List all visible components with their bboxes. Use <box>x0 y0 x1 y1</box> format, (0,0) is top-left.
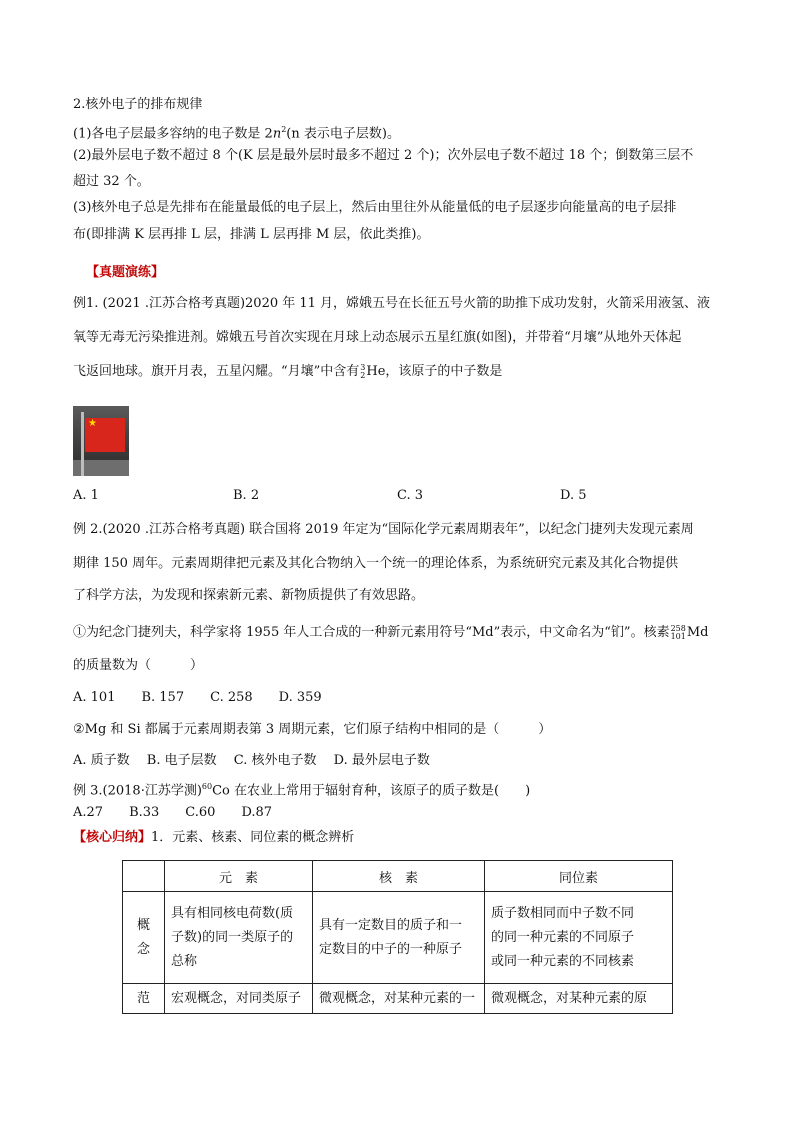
table-header-row <box>123 861 673 892</box>
example-1-line3: 飞返回地球。旗开月表，五星闪耀。“月壤”中含有 3 2 He，该原子的中子数是 <box>73 362 503 380</box>
example-3-options: A.27 B.33 C.60 D.87 <box>73 805 273 820</box>
example-1-line1: 例1. (2021 .江苏合格考真题)2020 年 11 月，嫦娥五号在长征五号火箭的助推下成功发射，火箭采用液氢、液 <box>73 296 711 311</box>
example-2-q1-options: A. 101 B. 157 C. 258 D. 359 <box>73 690 322 705</box>
example-2-q1: ①为纪念门捷列夫，科学家将 1955 年人工合成的一种新元素用符号“Md”表示，中文命名为“钔”。核素 258 101 Md <box>73 623 709 641</box>
table-cell: 质子数相同而中子数不同 的同一种元素的不同原子 或同一种元素的不同核素 <box>485 892 673 984</box>
row-label: 概 念 <box>123 892 165 984</box>
row-label: 范 <box>123 984 165 1014</box>
ex1-option-b: B. 2 <box>233 488 260 503</box>
ex1-option-a: A. 1 <box>73 488 99 503</box>
table-cell: 宏观概念，对同类原子 <box>165 984 313 1014</box>
example-1-line2: 氧等无毒无污染推进剂。嫦娥五号首次实现在月球上动态展示五星红旗(如图)，并带着“月壤”从地外天体起 <box>73 330 682 345</box>
summary-heading <box>73 829 354 847</box>
ex1-option-d: D. 5 <box>560 488 587 503</box>
table-cell: 微观概念，对某种元素的一 <box>313 984 485 1014</box>
table-row <box>123 984 673 1014</box>
table-header-cell: 元 素 <box>165 861 313 892</box>
table-header-cell <box>123 861 165 892</box>
lunar-flag-image: ★ <box>73 406 129 476</box>
ex1-option-c: C. 3 <box>397 488 424 503</box>
nuclide-he: 3 2 <box>360 362 366 380</box>
table-header-cell: 核 素 <box>313 861 485 892</box>
table-cell: 微观概念，对某种元素的原 <box>485 984 673 1014</box>
concept-table <box>122 860 673 1014</box>
nuclide-md: 258 101 <box>670 623 686 641</box>
table-cell: 具有相同核电荷数(质 子数)的同一类原子的 总称 <box>165 892 313 984</box>
rule-item-2-line2: 超过 32 个。 <box>73 174 150 189</box>
example-3: 例 3.(2018·江苏学测)$^{60}$Co 在农业上常用于辐射育种，该原子的质子数是( ) <box>73 782 531 799</box>
example-2-line2: 期律 150 周年。元素周期律把元素及其化合物纳入一个统一的理论体系，为系统研究元素及其化合物提供 <box>73 556 679 571</box>
table-header-cell: 同位素 <box>485 861 673 892</box>
example-2-q2: ②Mg 和 Si 都属于元素周期表第 3 周期元素，它们原子结构中相同的是（ ） <box>73 722 552 737</box>
example-2-line3: 了科学方法，为发现和探索新元素、新物质提供了有效思路。 <box>73 588 425 603</box>
rule-item-3-line2: 布(即排满 K 层再排 L 层，排满 L 层再排 M 层，依此类推)。 <box>73 227 430 242</box>
table-cell: 具有一定数目的质子和一 定数目的中子的一种原子 <box>313 892 485 984</box>
example-2-q1-line2: 的质量数为（ ） <box>73 658 204 673</box>
example-2-line1: 例 2.(2020 .江苏合格考真题) 联合国将 2019 年定为“国际化学元素周期表年”，以纪念门捷列夫发现元素周 <box>73 522 694 537</box>
summary-tag: 【核心归纳】 <box>73 830 152 845</box>
rule-item-3-line1: (3)核外电子总是先排布在能量最低的电子层上，然后由里往外从能量低的电子层逐步向能量高的电子层排 <box>73 200 677 215</box>
section-heading: 2.核外电子的排布规律 <box>73 97 203 112</box>
practice-tag: 【真题演练】 <box>86 265 165 280</box>
table-row <box>123 892 673 984</box>
rule-item-1: (1)各电子层最多容纳的电子数是 $2n^2(n$ 表示电子层数)。 <box>73 125 400 142</box>
summary-title: 1．元素、核素、同位素的概念辨析 <box>151 830 355 845</box>
rule-item-2-line1: (2)最外层电子数不超过 8 个(K 层是最外层时最多不超过 2 个)；次外层电子数不超过 18 个；倒数第三层不 <box>73 148 694 163</box>
example-2-q2-options: A. 质子数 B. 电子层数 C. 核外电子数 D. 最外层电子数 <box>73 753 430 768</box>
